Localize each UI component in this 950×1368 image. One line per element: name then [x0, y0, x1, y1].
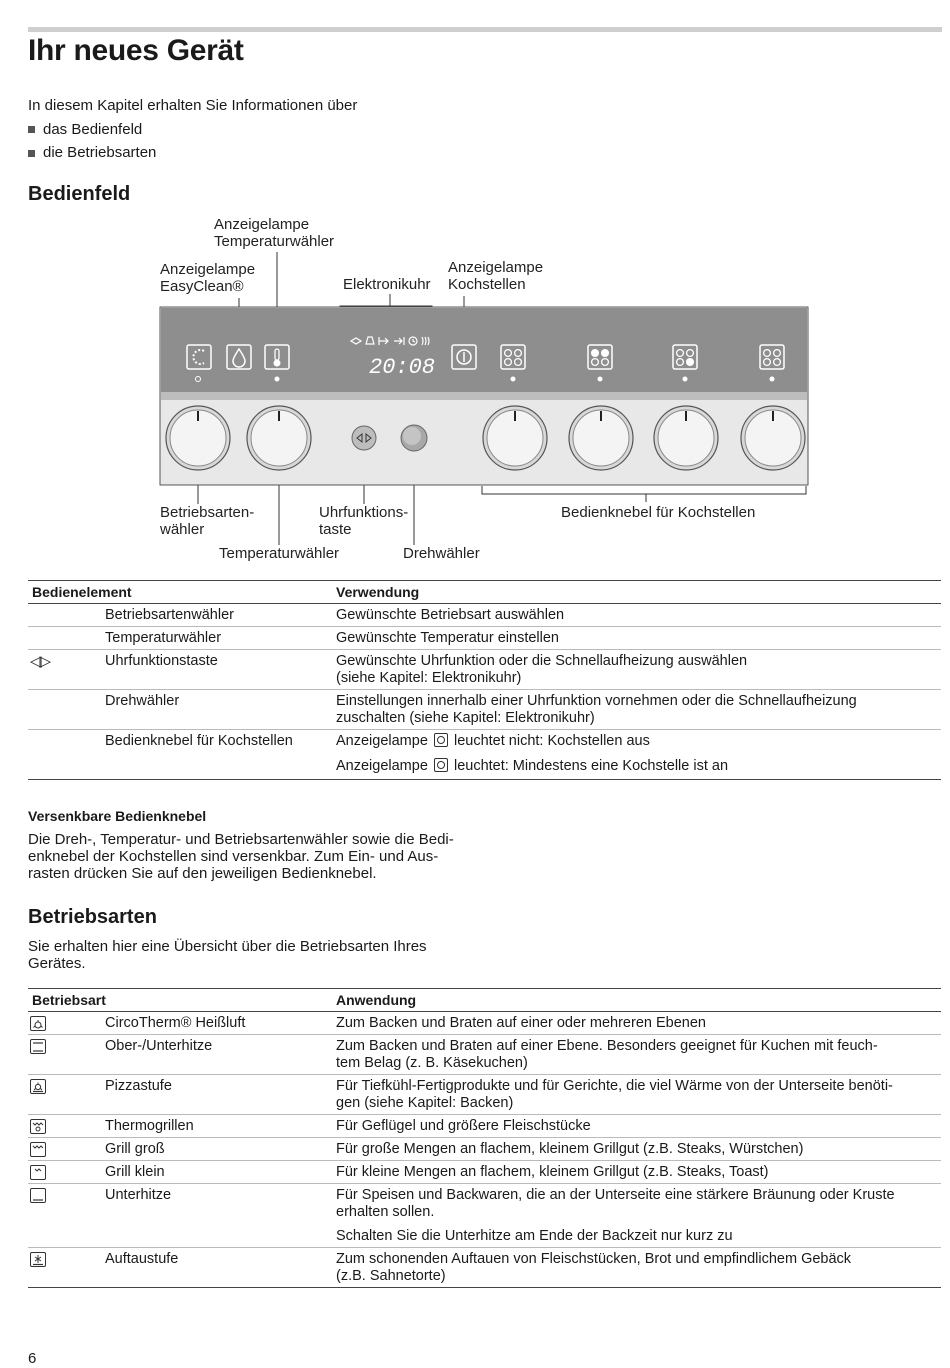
- hob-lamp-icon: [434, 758, 448, 772]
- versenkbar-text: Die Dreh-, Temperatur- und Betriebsartenwähler sowie die Bedi- enknebel der Kochstellen sind versenkbar. Zum Ein- und Aus- rasten drücken Sie auf den jeweiligen Bedienknebel.: [28, 831, 454, 882]
- table-row: Ober-/Unterhitze Zum Backen und Braten auf einer Ebene. Besonders geeignet für Kuchen mit feuch- tem Belag (z. B. Käsekuchen): [28, 1035, 941, 1075]
- table-header-verwendung: Verwendung: [332, 581, 941, 604]
- grill-klein-icon: [30, 1165, 46, 1180]
- table-row: Drehwähler Einstellungen innerhalb einer Uhrfunktion vornehmen oder die Schnellaufheizung zuschalten (siehe Kapitel: Elektronikuhr): [28, 690, 941, 730]
- table-header-betriebsart: Betriebsart: [28, 989, 332, 1012]
- knob[interactable]: [247, 406, 311, 470]
- thermogrillen-icon: [30, 1119, 46, 1134]
- table-row: Bedienknebel für Kochstellen Anzeigelampe leuchtet nicht: Kochstellen aus Anzeigelampe leuchtet: Mindestens eine Kochstelle ist an: [28, 730, 941, 780]
- hob-lamp-icon: [434, 733, 448, 747]
- modes-table: [28, 988, 941, 1288]
- circotherm-icon: [30, 1016, 46, 1031]
- clock-function-button[interactable]: [352, 426, 376, 450]
- table-row: Grill klein Für kleine Mengen an flachem, kleinem Grillgut (z.B. Steaks, Toast): [28, 1161, 941, 1184]
- label-temperaturwaehler: Temperaturwähler: [219, 545, 340, 562]
- table-row: Unterhitze Für Speisen und Backwaren, die an der Unterseite eine stärkere Bräunung oder Kruste erhalten sollen. Schalten Sie die Unterhitze am Ende der Backzeit nur kurz zu: [28, 1184, 941, 1248]
- ober-unterhitze-icon: [30, 1039, 46, 1054]
- subheading-versenkbar: Versenkbare Bedienknebel: [28, 808, 207, 824]
- label-betriebsartenwaehler: Betriebsarten- wähler: [160, 504, 255, 538]
- auftaustufe-icon: [30, 1252, 46, 1267]
- controls-table: [28, 580, 941, 780]
- table-row: Temperaturwähler Gewünschte Temperatur einstellen: [28, 627, 941, 650]
- intro-text: In diesem Kapitel erhalten Sie Informationen über: [28, 97, 358, 114]
- label-uhrfunktionstaste: Uhrfunktions- taste: [319, 504, 409, 538]
- table-row: CircoTherm® Heißluft Zum Backen und Braten auf einer oder mehreren Ebenen: [28, 1012, 941, 1035]
- bullet-item: die Betriebsarten: [28, 141, 357, 165]
- label-lamp-temp: Anzeigelampe Temperaturwähler: [214, 216, 335, 250]
- table-header-anwendung: Anwendung: [332, 989, 941, 1012]
- label-bedienknebel: Bedienknebel für Kochstellen: [561, 504, 756, 521]
- knob[interactable]: [483, 406, 547, 470]
- label-lamp-easyclean: Anzeigelampe EasyClean®: [160, 261, 256, 295]
- label-lamp-kochstellen: Anzeigelampe Kochstellen: [448, 259, 544, 293]
- knob[interactable]: [654, 406, 718, 470]
- table-row: Betriebsartenwähler Gewünschte Betriebsart auswählen: [28, 604, 941, 627]
- pizzastufe-icon: [30, 1079, 46, 1094]
- clock-function-icon: ◁▷: [30, 653, 50, 670]
- page-title: Ihr neues Gerät: [28, 34, 244, 67]
- section-heading-betriebsarten: Betriebsarten: [28, 906, 157, 928]
- rotary-selector[interactable]: [401, 425, 427, 451]
- label-elektronikuhr: Elektronikuhr: [343, 276, 431, 293]
- label-drehwaehler: Drehwähler: [403, 545, 480, 562]
- table-row: Pizzastufe Für Tiefkühl-Fertigprodukte und für Gerichte, die viel Wärme von der Unterseite benöti- gen (siehe Kapitel: Backen): [28, 1075, 941, 1115]
- betriebsarten-intro: Sie erhalten hier eine Übersicht über die Betriebsarten Ihres Gerätes.: [28, 938, 427, 972]
- table-row: Grill groß Für große Mengen an flachem, kleinem Grillgut (z.B. Steaks, Würstchen): [28, 1138, 941, 1161]
- clock-display: 20:08: [369, 355, 436, 380]
- table-header-bedienelement: Bedienelement: [28, 581, 332, 604]
- unterhitze-icon: [30, 1188, 46, 1203]
- table-row: Thermogrillen Für Geflügel und größere Fleischstücke: [28, 1115, 941, 1138]
- knob[interactable]: [569, 406, 633, 470]
- grill-gross-icon: [30, 1142, 46, 1157]
- page-number: 6: [28, 1350, 37, 1367]
- knob[interactable]: [741, 406, 805, 470]
- table-row: Auftaustufe Zum schonenden Auftauen von Fleischstücken, Brot und empfindlichem Gebäck (z.B. Sahnetorte): [28, 1248, 941, 1288]
- control-panel-illustration: [0, 0, 950, 600]
- table-row: ◁▷ Uhrfunktionstaste Gewünschte Uhrfunktion oder die Schnellaufheizung auswählen (siehe Kapitel: Elektronikuhr): [28, 650, 941, 690]
- knob[interactable]: [166, 406, 230, 470]
- bullet-item: das Bedienfeld: [28, 118, 357, 142]
- section-heading-bedienfeld: Bedienfeld: [28, 183, 131, 205]
